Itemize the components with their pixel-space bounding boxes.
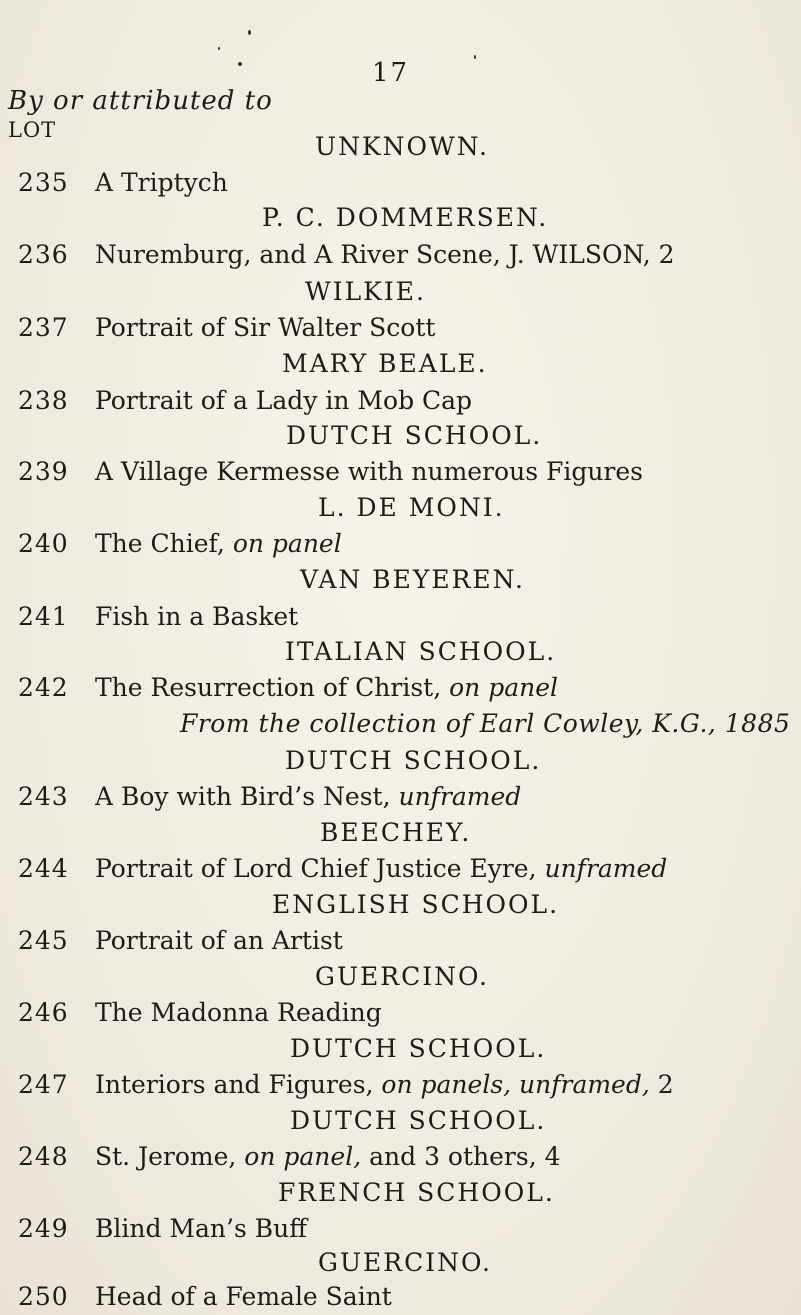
- lot-description: [95, 673, 558, 702]
- ink-speck: [248, 30, 251, 35]
- lot-title: The Resurrection of Christ,: [95, 673, 442, 702]
- lot-number: 235: [18, 168, 69, 197]
- artist-name: DUTCH SCHOOL.: [290, 1106, 547, 1135]
- lot-description: Portrait of Sir Walter Scott: [95, 313, 436, 342]
- lot-number: 247: [18, 1070, 69, 1099]
- lot-medium: on panel: [232, 529, 342, 558]
- lot-description: Portrait of an Artist: [95, 926, 343, 955]
- artist-name: L. DE MONI.: [318, 493, 505, 522]
- lot-description: [95, 529, 342, 558]
- artist-name: P. C. DOMMERSEN.: [262, 203, 549, 232]
- artist-name: VAN BEYEREN.: [300, 565, 525, 594]
- lot-medium: on panel,: [244, 1142, 362, 1171]
- lot-number: 249: [18, 1214, 69, 1243]
- lot-medium: on panel: [449, 673, 559, 702]
- lot-title: A Boy with Bird’s Nest,: [95, 782, 391, 811]
- lot-number: 246: [18, 998, 69, 1027]
- lot-number: 244: [18, 854, 69, 883]
- artist-name: GUERCINO.: [318, 1248, 492, 1277]
- lot-number: 250: [18, 1282, 69, 1311]
- lot-number: 237: [18, 313, 69, 342]
- lot-medium: on panels, unframed,: [381, 1070, 650, 1099]
- lot-extra: and 3 others, 4: [369, 1142, 561, 1171]
- ink-speck: [218, 47, 220, 50]
- lot-medium: unframed: [398, 782, 522, 811]
- artist-name: DUTCH SCHOOL.: [290, 1034, 547, 1063]
- lot-number: 240: [18, 529, 69, 558]
- page-header: By or attributed to: [8, 86, 273, 116]
- lot-description: Nuremburg, and A River Scene, J. WILSON, 2: [95, 240, 675, 269]
- artist-name: GUERCINO.: [315, 962, 489, 991]
- artist-name: DUTCH SCHOOL.: [286, 421, 543, 450]
- lot-number: 248: [18, 1142, 69, 1171]
- lot-number: 236: [18, 240, 69, 269]
- ink-speck: [474, 55, 476, 59]
- lot-description: Fish in a Basket: [95, 602, 299, 631]
- lot-description: A Village Kermesse with numerous Figures: [95, 457, 643, 486]
- lot-title: The Chief,: [95, 529, 225, 558]
- lot-description: Portrait of a Lady in Mob Cap: [95, 386, 473, 415]
- lot-number: 243: [18, 782, 69, 811]
- ink-speck: [238, 62, 242, 66]
- lot-column-label: LOT: [8, 118, 57, 142]
- lot-description: [95, 1142, 561, 1171]
- artist-name: DUTCH SCHOOL.: [285, 746, 542, 775]
- lot-description: Head of a Female Saint: [95, 1282, 392, 1311]
- lot-number: 242: [18, 673, 69, 702]
- lot-quantity: 2: [657, 1070, 674, 1099]
- lot-title: St. Jerome,: [95, 1142, 237, 1171]
- lot-number: 239: [18, 457, 69, 486]
- lot-title: Portrait of Lord Chief Justice Eyre,: [95, 854, 537, 883]
- artist-name: ITALIAN SCHOOL.: [285, 637, 557, 666]
- artist-name: WILKIE.: [305, 277, 426, 306]
- lot-description: [95, 782, 521, 811]
- lot-description: A Triptych: [95, 168, 228, 197]
- lot-description: [95, 1070, 674, 1099]
- artist-name: FRENCH SCHOOL.: [278, 1178, 555, 1207]
- lot-description: The Madonna Reading: [95, 998, 382, 1027]
- artist-name: UNKNOWN.: [315, 132, 489, 161]
- artist-name: BEECHEY.: [320, 818, 472, 847]
- lot-medium: unframed: [544, 854, 668, 883]
- lot-number: 245: [18, 926, 69, 955]
- provenance-note: From the collection of Earl Cowley, K.G., 1885: [180, 709, 791, 738]
- lot-description: [95, 854, 667, 883]
- lot-description: Blind Man’s Buff: [95, 1214, 307, 1243]
- page-number: 17: [372, 58, 410, 88]
- artist-name: ENGLISH SCHOOL.: [272, 890, 560, 919]
- lot-title: Interiors and Figures,: [95, 1070, 374, 1099]
- lot-number: 238: [18, 386, 69, 415]
- lot-number: 241: [18, 602, 69, 631]
- artist-name: MARY BEALE.: [282, 349, 488, 378]
